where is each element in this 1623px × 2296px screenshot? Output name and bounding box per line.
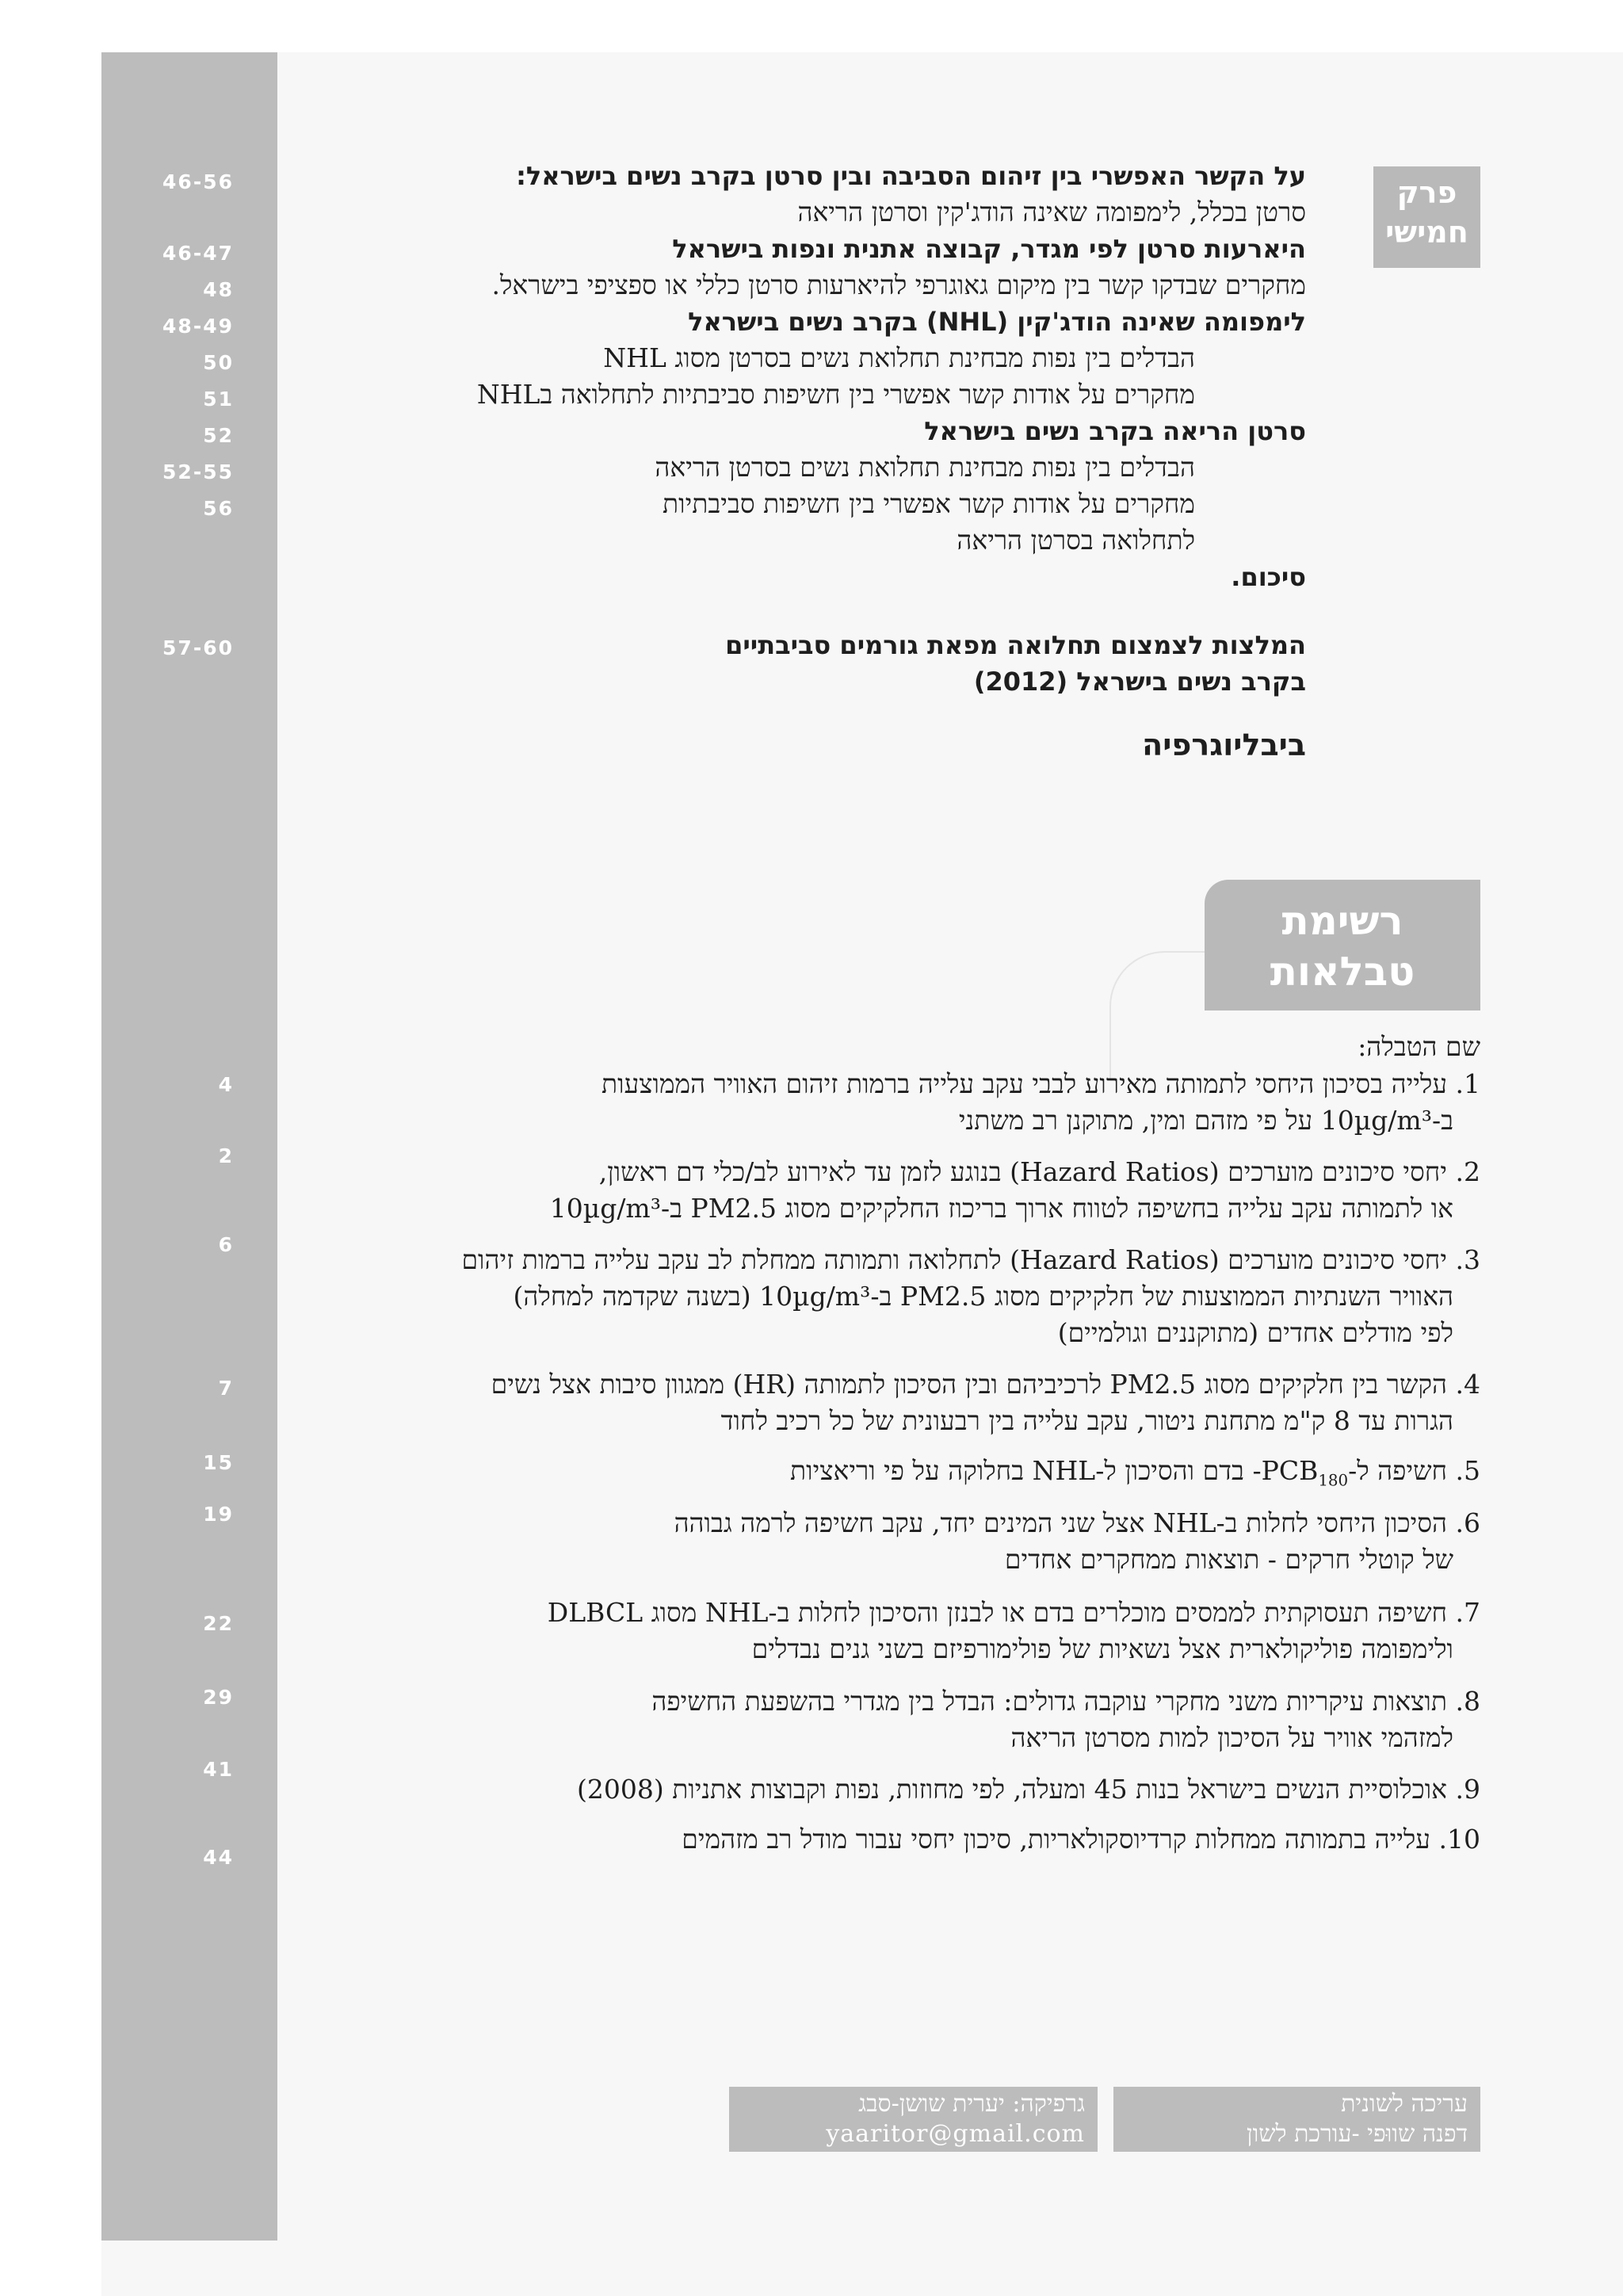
table-page-number: 7: [218, 1377, 234, 1400]
toc-entry: מחקרים על אודות קשר אפשרי בין חשיפות סביבתיות לתחלואה בNHL: [476, 379, 1195, 410]
graphics-email: yaaritor@gmail.com: [826, 2120, 1085, 2148]
table-entry-continued: הגרות עד 8 ק"מ מתחנת ניטור, עקב עלייה בין רבעונית של כל רכיב לחוד: [720, 1405, 1453, 1436]
graphics-name: גרפיקה: יערית שושן-סבג: [858, 2090, 1085, 2118]
toc-section-heading: סרטן הריאה בקרב נשים בישראל: [924, 416, 1306, 446]
table-entry: 2. יחסי סיכונים מוערכים (Hazard Ratios) בנוגע לזמן עד לאירוע לב/כלי דם ראשון,: [598, 1156, 1480, 1187]
table-entry: 8. תוצאות עיקריות משני מחקרי עוקבה גדולים: הבדל בין מגדרי בהשפעת החשיפה: [651, 1686, 1480, 1717]
toc-page-number: 51: [203, 388, 234, 411]
table-entry: 3. יחסי סיכונים מוערכים (Hazard Ratios) לתחלואה ותמותה ממחלת לב עקב עלייה ברמות זיהום: [461, 1244, 1480, 1275]
table-page-number: 41: [203, 1758, 234, 1781]
table-entry: 10. עלייה בתמותה ממחלות קרדיוסקולאריות, סיכון יחסי עבור מודל רב מזהמים: [682, 1824, 1480, 1855]
table-column-label: שם הטבלה:: [1358, 1031, 1480, 1062]
table-page-number: 6: [218, 1233, 234, 1256]
table-entry-continued: ולימפומה פוליקולארית אצל נשאיות של פולימורפיזם בשני גנים נבדלים: [751, 1633, 1453, 1664]
tables-title-line2: טבלאות: [1270, 949, 1415, 995]
toc-page-number: 46-56: [162, 170, 234, 193]
table-page-number: 44: [203, 1846, 234, 1869]
chapter-label-line2: חמישי: [1385, 215, 1468, 250]
toc-page-number: 48: [203, 278, 234, 301]
toc-section-heading: לימפומה שאינה הודג'קין (NHL) בקרב נשים בישראל: [688, 307, 1306, 337]
table-entry-continued: למזהמי אוויר על הסיכון למות מסרטן הריאה: [1010, 1722, 1453, 1753]
table-entry-continued: לפי מודלים אחדים (מתוקננים וגולמיים): [1057, 1317, 1453, 1348]
table-entry-continued: ב-10µg/m³ על פי מזהם ומין, מתוקנן רב משתני: [958, 1105, 1453, 1136]
table-entry-continued: של קוטלי חרקים - תוצאות ממחקרים אחדים: [1004, 1544, 1453, 1575]
language-editing-credit: [1113, 2087, 1480, 2152]
toc-entry: מחקרים על אודות קשר אפשרי בין חשיפות סביבתיות: [663, 488, 1195, 519]
table-entry: 4. הקשר בין חלקיקים מסוג PM2.5 לרכיביהם ובין הסיכון לתמותה (HR) ממגוון סיבות אצל נשים: [491, 1369, 1480, 1400]
chapter-label: [1373, 166, 1480, 268]
table-entry: 5. חשיפה $ל-PCB_{180}-$ בדם והסיכון ל-NHL בחלוקה על פי וריאציות: [790, 1455, 1480, 1490]
toc-page-number: 57-60: [162, 636, 234, 659]
table-page-number: 4: [218, 1073, 234, 1096]
table-page-number: 2: [218, 1144, 234, 1167]
table-entry: 1. עלייה בסיכון היחסי לתמותה מאירוע לבבי עקב עלייה ברמות זיהום האוויר הממוצעות: [601, 1068, 1480, 1099]
table-entry: 9. אוכלוסיית הנשים בישראל בנות 45 ומעלה, לפי מחוזות, נפות וקבוצות אתניות (2008): [576, 1774, 1480, 1805]
table-entry-continued: האוויר השנתיות הממוצעות של חלקיקים מסוג PM2.5 ב-10µg/m³ (בשנה שקדמה למחלה): [513, 1281, 1453, 1312]
tables-title-line1: רשימת: [1281, 898, 1403, 944]
toc-section-heading: היארעות סרטן לפי מגדר, קבוצה אתנית ונפות בישראל: [672, 234, 1306, 264]
toc-subtitle: סרטן בכלל, לימפומה שאינה הודג'קין וסרטן הריאה: [797, 197, 1306, 227]
chapter-label-line1: פרק: [1396, 175, 1457, 210]
toc-page-number: 52: [203, 424, 234, 447]
subscript: 180: [1318, 1471, 1349, 1490]
toc-entry: מחקרים שבדקו קשר בין מיקום גאוגרפי להיארעות סרטן כללי או ספציפי בישראל.: [491, 269, 1306, 300]
toc-entry: הבדלים בין נפות מבחינת תחלואת נשים בסרטן הריאה: [655, 452, 1195, 483]
toc-heading: על הקשר האפשרי בין זיהום הסביבה ובין סרטן בקרב נשים בישראל:: [516, 161, 1306, 191]
toc-recommendations-sub: בקרב נשים בישראל (2012): [973, 667, 1306, 697]
toc-bibliography: ביבליוגרפיה: [1142, 728, 1306, 762]
toc-page-number: 48-49: [162, 315, 234, 338]
toc-page-number: 46-47: [162, 242, 234, 265]
tables-section-title: [1205, 880, 1480, 1010]
table-page-number: 15: [203, 1451, 234, 1474]
toc-page-number: 56: [203, 497, 234, 520]
table-entry-continued: או לתמותה עקב עלייה בחשיפה לטווח ארוך בריכוז החלקיקים מסוג PM2.5 ב-10µg/m³: [549, 1193, 1453, 1224]
editing-name: דפנה שווּפי -עורכת לשון: [1246, 2120, 1468, 2148]
toc-entry: לתחלואה בסרטן הריאה: [957, 525, 1195, 556]
toc-page-number: 50: [203, 351, 234, 374]
toc-summary: סיכום.: [1231, 562, 1306, 592]
graphics-credit: [729, 2087, 1098, 2152]
table-page-number: 22: [203, 1612, 234, 1635]
table-page-number: 19: [203, 1503, 234, 1526]
table-page-number: 29: [203, 1686, 234, 1709]
table-entry: 7. חשיפה תעסוקתית לממסים מוכלרים בדם או לבנזן והסיכון לחלות ב-NHL מסוג DLBCL: [547, 1597, 1480, 1628]
table-entry: 6. הסיכון היחסי לחלות ב-NHL אצל שני המינים יחד, עקב חשיפה לרמה גבוהה: [674, 1507, 1480, 1538]
toc-recommendations: המלצות לצמצום תחלואה מפאת גורמים סביבתיים: [725, 630, 1306, 660]
toc-entry: הבדלים בין נפות מבחינת תחלואת נשים בסרטן מסוג NHL: [603, 342, 1195, 373]
editing-title: עריכה לשונית: [1341, 2090, 1468, 2118]
toc-page-number: 52-55: [162, 460, 234, 483]
